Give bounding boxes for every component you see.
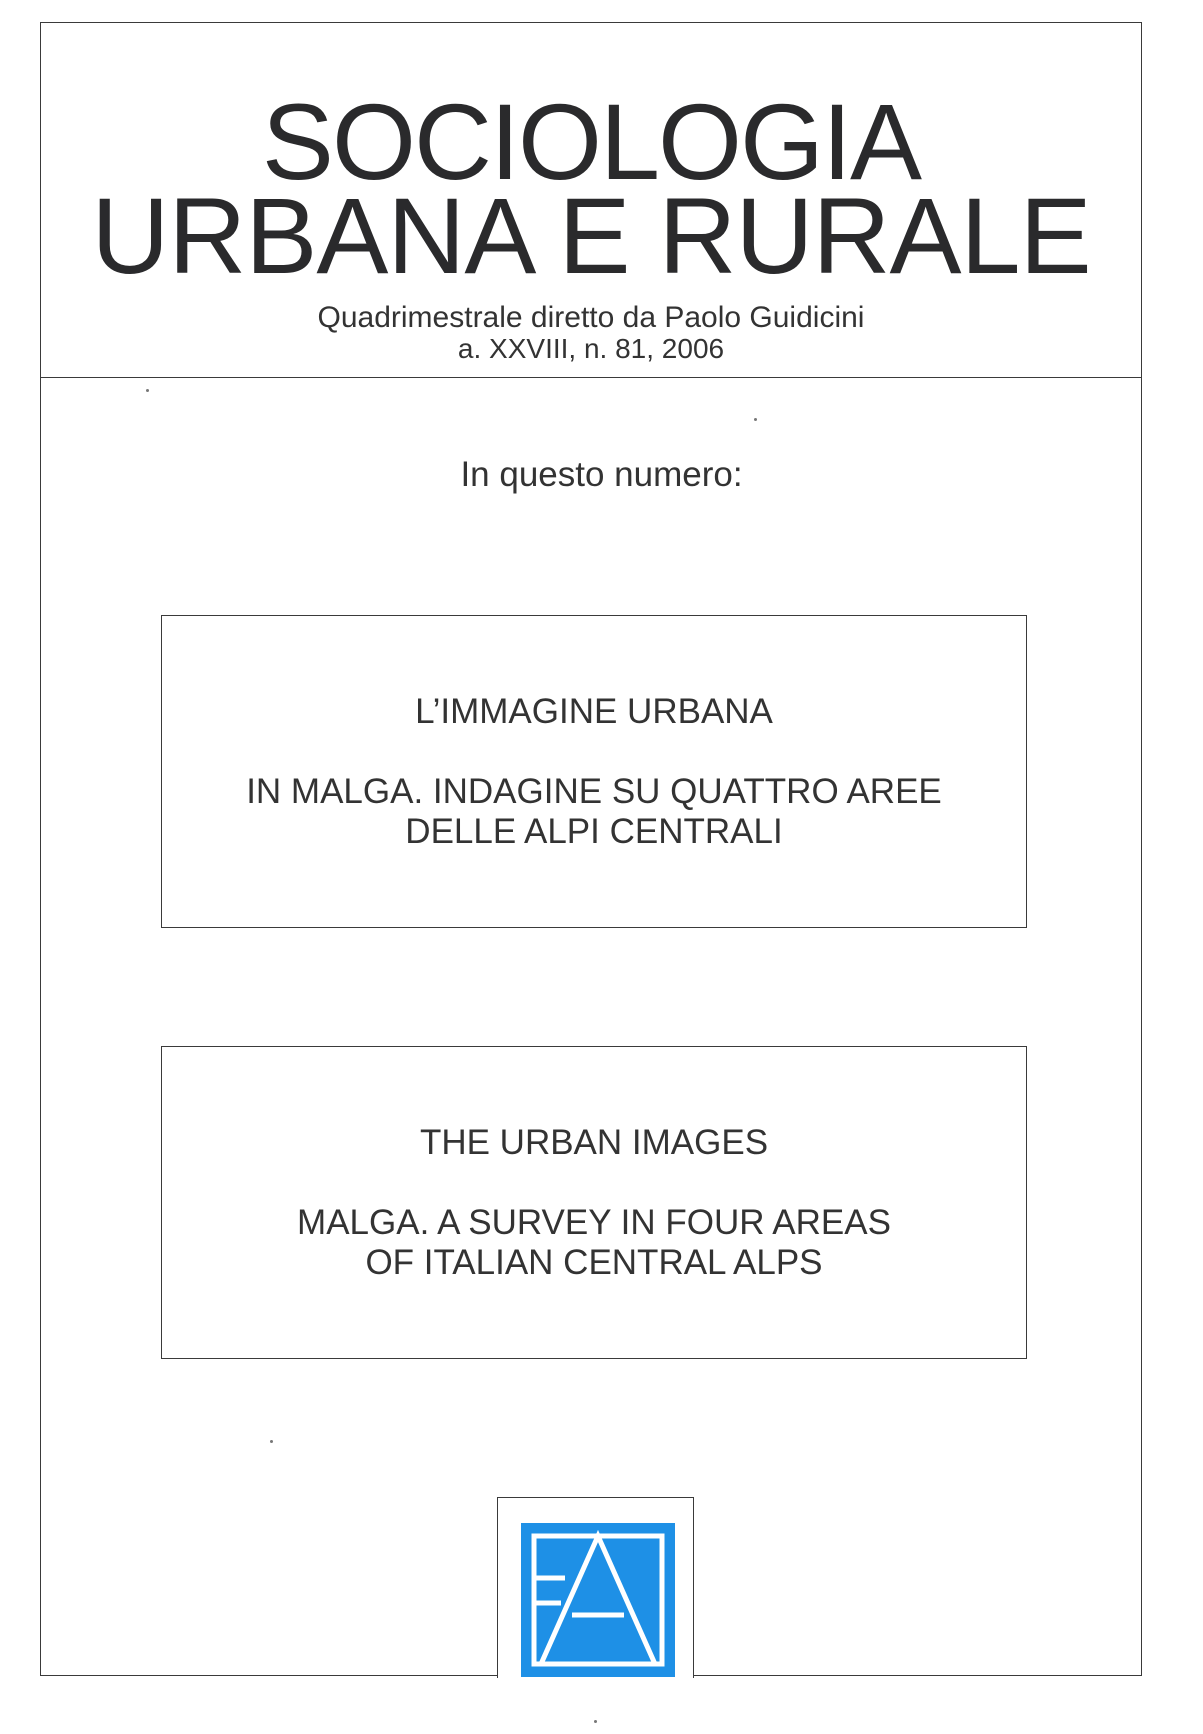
- journal-title-line-2: URBANA E RURALE: [91, 175, 1091, 296]
- italian-contents-line-2: DELLE ALPI CENTRALI: [405, 812, 783, 851]
- scan-speck: [146, 389, 149, 392]
- english-contents-box: [161, 1046, 1027, 1359]
- publisher-a-logo-icon: [521, 1523, 675, 1677]
- in-this-issue-label: In questo numero:: [460, 455, 743, 494]
- masthead: [40, 22, 1142, 378]
- scan-speck: [594, 1720, 597, 1723]
- scan-speck: [754, 418, 757, 421]
- journal-subtitle: Quadrimestrale diretto da Paolo Guidicini: [317, 301, 865, 334]
- journal-title-line-1: SOCIOLOGIA: [261, 81, 921, 202]
- english-contents-line-2: OF ITALIAN CENTRAL ALPS: [365, 1243, 823, 1282]
- english-contents-line-1: MALGA. A SURVEY IN FOUR AREAS: [297, 1203, 891, 1242]
- scan-speck: [270, 1440, 273, 1443]
- italian-contents-line-1: IN MALGA. INDAGINE SU QUATTRO AREE: [246, 772, 942, 811]
- english-contents-heading: THE URBAN IMAGES: [419, 1123, 769, 1162]
- italian-contents-box: [161, 615, 1027, 928]
- italian-contents-heading: L’IMMAGINE URBANA: [415, 692, 773, 731]
- issue-info: a. XXVIII, n. 81, 2006: [457, 333, 725, 364]
